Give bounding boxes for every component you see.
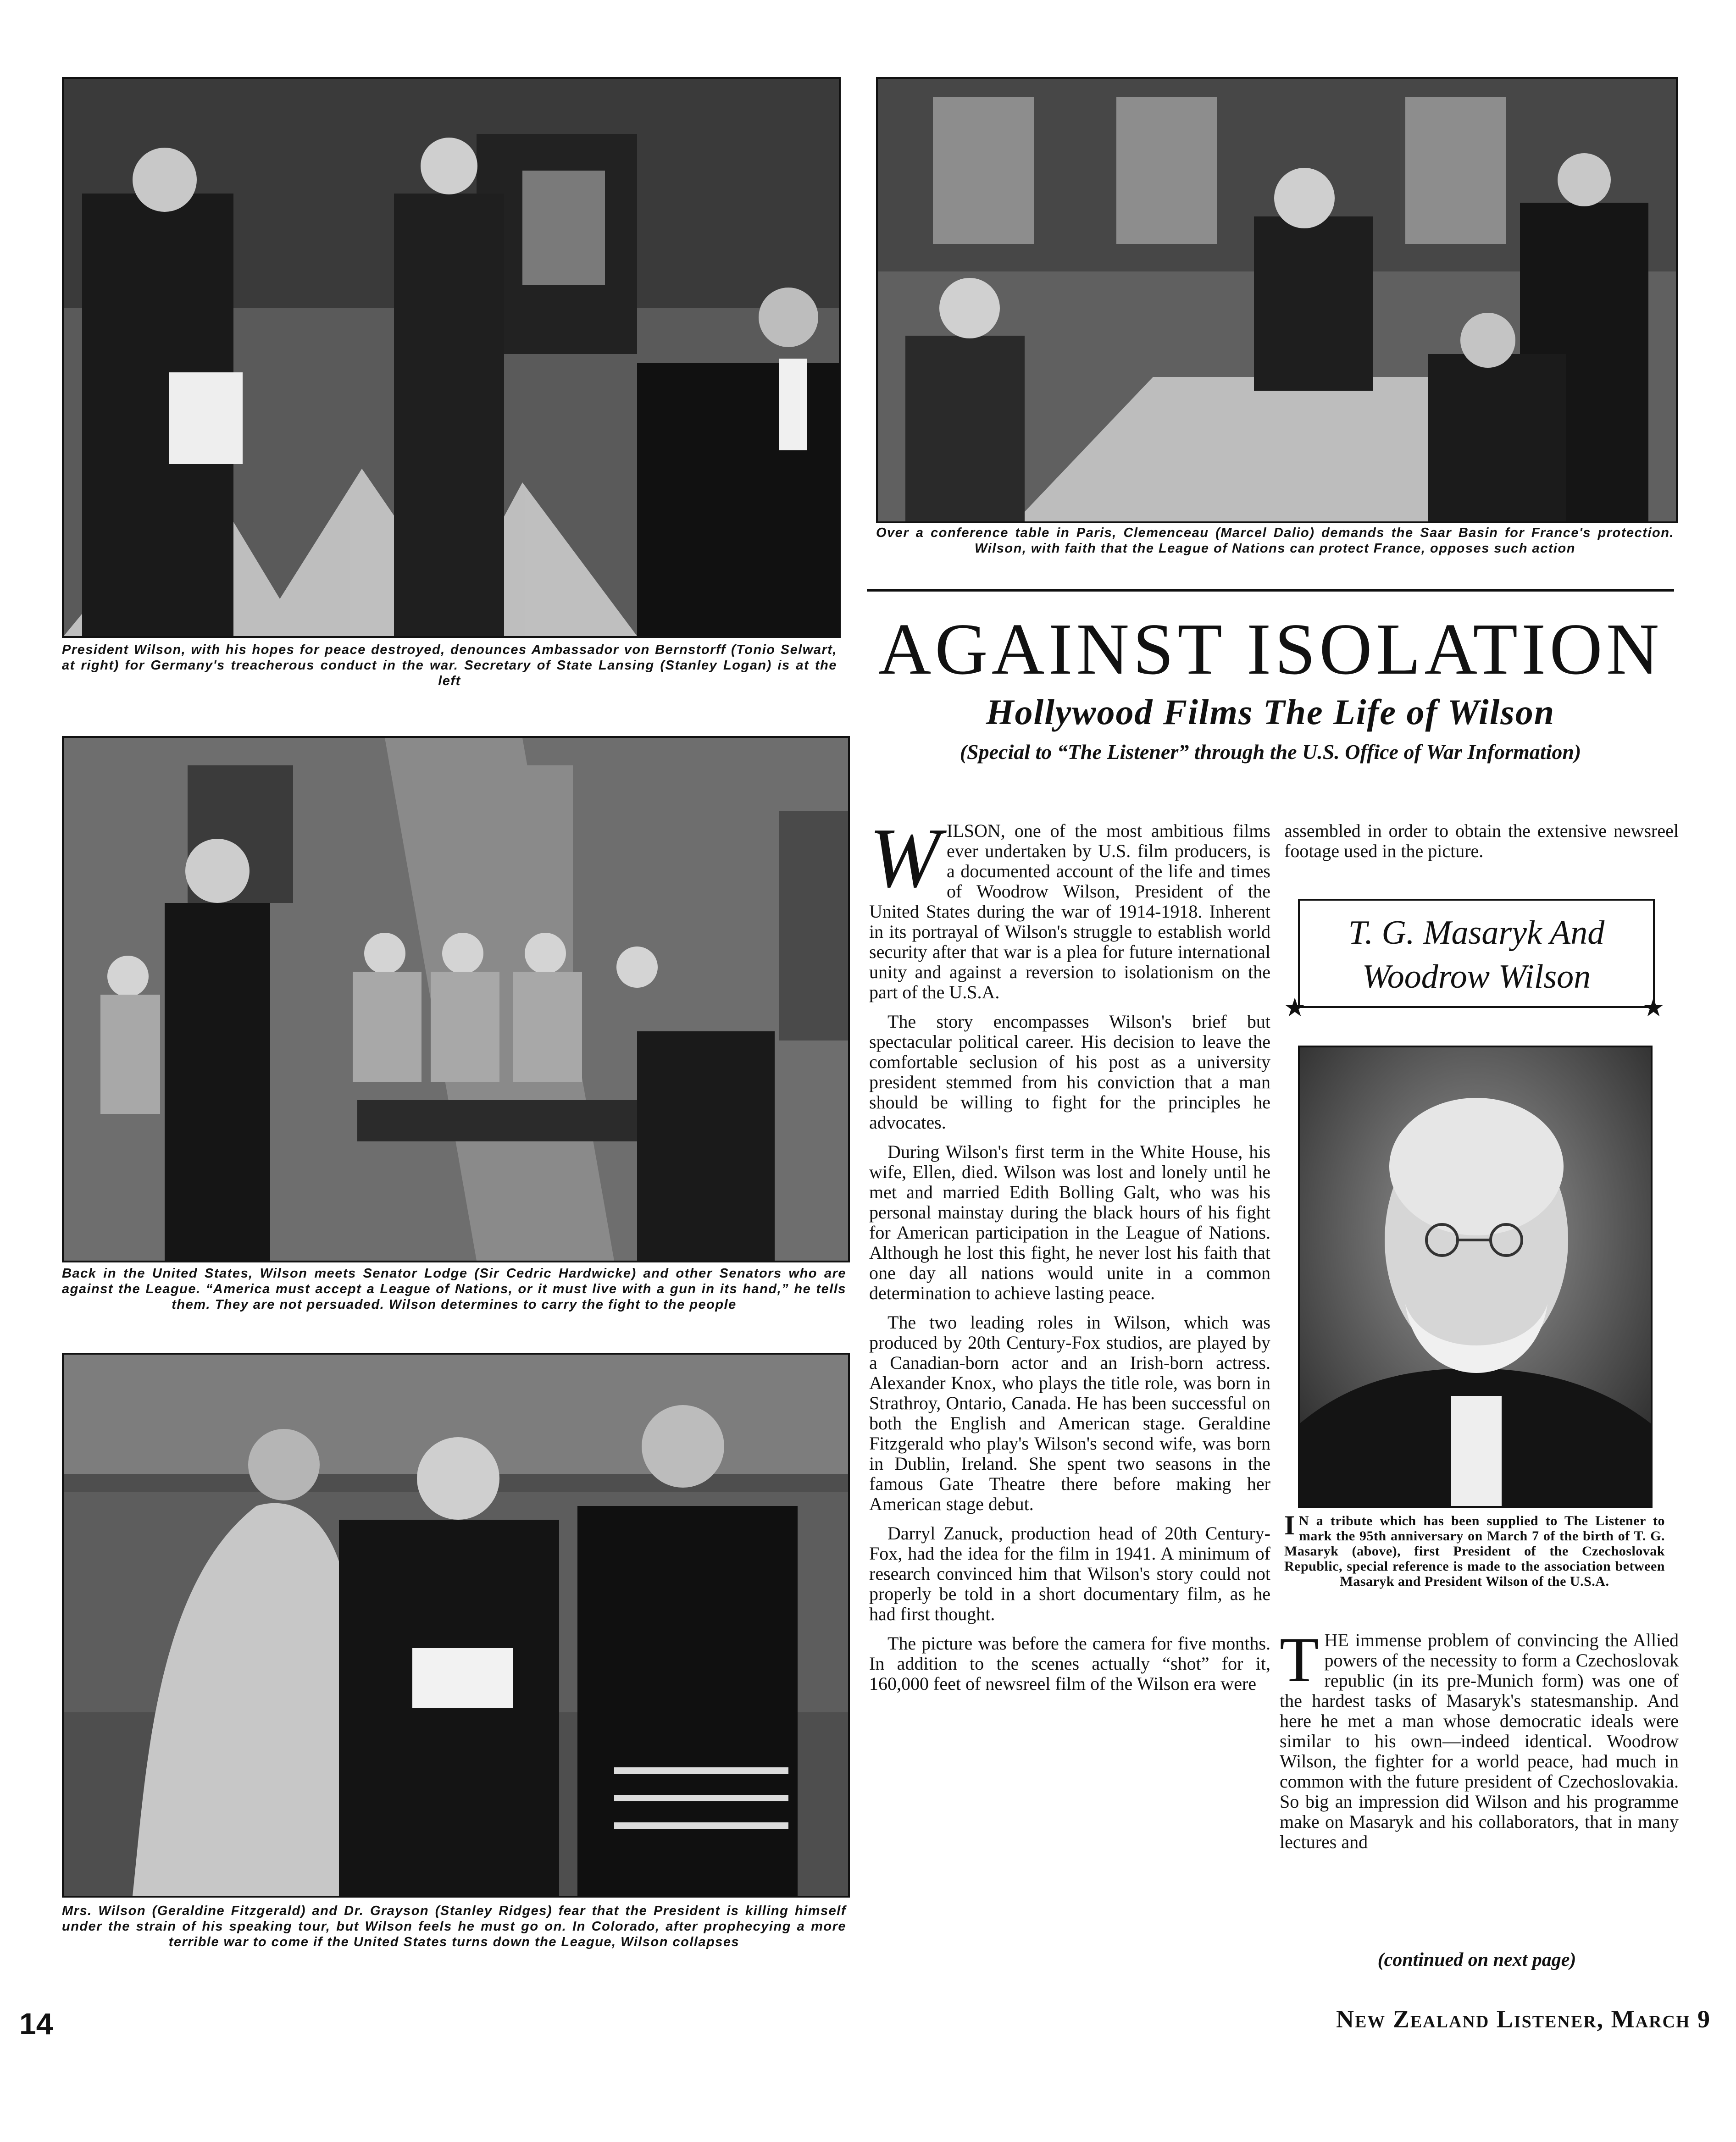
subheadline: Hollywood Films The Life of Wilson xyxy=(986,692,1555,732)
article-paragraph-3: During Wilson's first term in the White House, his wife, Ellen, died. Wilson was lost and lonely until he met and married Edith Bolling Galt, who was his personal mainstay during the black hours of his fight for American participation in the League of Nations. Although he lost this fight, he never lost his faith that one day all nations would unite in a common determination to achieve lasting peace. xyxy=(869,1141,1270,1303)
article-paragraph-4: The two leading roles in Wilson, which was produced by 20th Century-Fox studios, are played by a Canadian-born actor and an Irish-born actress. Alexander Knox, who plays the title role, was born in Strathroy, Ontario, Canada. He has been successful on both the English and American stage. Geraldine Fitzgerald who play's Wilson's second wife, was born in Dublin, Ireland. She spent two seasons in the famous Gate Theatre there before making her American stage debut. xyxy=(869,1312,1270,1514)
headline-rule xyxy=(867,589,1674,592)
article-dropcap: W xyxy=(869,811,940,905)
caption-grayson: Mrs. Wilson (Geraldine Fitzgerald) and Dr. Grayson (Stanley Ridges) fear that the President is killing himself under the strain of his speaking tour, but Wilson feels he must go on. In Colorado, after prophecying a more terrible war to come if the United States turns down the League, Wilson collapses xyxy=(62,1904,846,1949)
photo-wilson-bernstorff xyxy=(62,77,841,638)
masaryk-box-title: T. G. Masaryk And Woodrow Wilson xyxy=(1348,914,1605,996)
headline: AGAINST ISOLATION xyxy=(878,608,1663,690)
masaryk-title-box xyxy=(1298,899,1655,1008)
photo-grayson xyxy=(62,1353,850,1898)
article-paragraph-2: The story encompasses Wilson's brief but spectacular political career. His decision to leave the comfortable seclusion of his post as a university president stemmed from his conviction that a man should be willing to fight for the principles he advocates. xyxy=(869,1011,1270,1133)
special-note: (Special to “The Listener” through the U.S. Office of War Information) xyxy=(960,740,1581,764)
article-column-1 xyxy=(869,811,1270,1703)
article-paragraph-6: The picture was before the camera for five months. In addition to the scenes actually “shot” for it, 160,000 feet of newsreel film of the Wilson era were xyxy=(869,1633,1270,1694)
star-icon: ★ xyxy=(1642,994,1665,1022)
caption-wilson-bernstorff: President Wilson, with his hopes for peace destroyed, denounces Ambassador von Bernstorff (Tonio Selwart, at right) for Germany's treacherous conduct in the war. Secretary of State Lansing (Stanley Logan) is at the left xyxy=(62,642,837,688)
masaryk-article: THE immense problem of convincing the Allied powers of the necessity to form a Czechoslovak republic (in its pre-Munich form) was one of the hardest tasks of Masaryk's statesmanship. And here he met a man whose democratic ideals were similar to his own—indeed identical. Woodrow Wilson, the fighter for a world peace, had much in common with the future president of Czechoslovakia. So big an impression did Wilson and his programme make on Masaryk and his collaborators, that in many lectures and xyxy=(1280,1624,1679,1852)
page-number: 14 xyxy=(19,2007,53,2041)
article-continuation: assembled in order to obtain the extensive newsreel footage used in the picture. xyxy=(1284,820,1679,861)
article-paragraph-1: WILSON, one of the most ambitious films ever undertaken by U.S. film producers, is a documented account of the life and times of Woodrow Wilson, President of the United States during the war of 1914-1918. Inherent in its portrayal of Wilson's struggle to establish world security after that war is a plea for future international unity and against a reversion to isolationism on the part of the U.S.A. xyxy=(869,811,1270,1002)
caption-masaryk: I N a tribute which has been supplied to The Listener to mark the 95th anniversary on March 7 of the birth of T. G. Masaryk (above), first President of the Czechoslovak Republic, special reference is made to the association between Masaryk and President Wilson of the U.S.A. xyxy=(1284,1510,1665,1589)
article-column-2 xyxy=(1284,821,1679,870)
masaryk-dropcap: T xyxy=(1280,1624,1319,1695)
caption-conference-paris: Over a conference table in Paris, Clemenceau (Marcel Dalio) demands the Saar Basin for France's protection. Wilson, with faith that the League of Nations can protect France, opposes such action xyxy=(876,526,1674,556)
article-paragraph-5: Darryl Zanuck, production head of 20th Century-Fox, had the idea for the film in 1941. A minimum of research convinced him that Wilson's story could not properly be told in a short documentary film, as he had first thought. xyxy=(869,1523,1270,1624)
continued-note: (continued on next page) xyxy=(1377,1949,1576,1970)
photo-conference-paris xyxy=(876,77,1678,523)
photo-masaryk xyxy=(1298,1046,1653,1508)
star-icon: ★ xyxy=(1283,994,1307,1022)
caption-senators: Back in the United States, Wilson meets Senator Lodge (Sir Cedric Hardwicke) and other Senators who are against the League. “America must accept a League of Nations, or it must live with a gun in its hand,” he tells them. They are not persuaded. Wilson determines to carry the fight to the people xyxy=(62,1266,846,1312)
publication-footer: New Zealand Listener, March 9 xyxy=(1336,2005,1711,2033)
photo-senators xyxy=(62,736,850,1262)
